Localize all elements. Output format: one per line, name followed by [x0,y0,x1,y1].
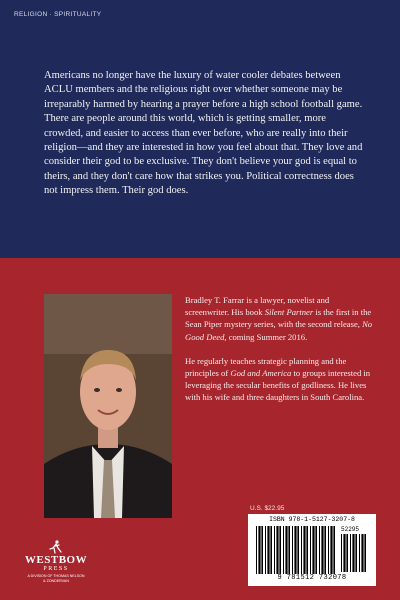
author-photo [44,294,172,518]
barcode-digits: 9 781512 732078 [277,574,347,582]
bio-text: , coming Summer 2016. [224,331,308,342]
barcode [248,514,376,586]
author-bio [185,294,375,416]
publisher-press: PRESS [43,566,69,572]
book-title: No Good Deed [185,319,373,342]
category-label: RELIGION · SPIRITUALITY [14,11,102,18]
barcode-bars [256,526,338,574]
publisher-name: WESTBOW [24,554,88,566]
book-title: God and America [230,368,292,379]
bio-text: to groups interested in leveraging the secular benefits of godliness. He lives with his wife and three daughters in South Carolina. [185,368,371,403]
publisher-division-line-2: & ZONDERVAN [43,579,69,583]
isbn-label: ISBN 978-1-5127-3207-8 [269,516,355,523]
bio-paragraph-2 [185,355,375,404]
book-title: Silent Partner [264,307,314,318]
author-portrait-illustration [44,294,172,518]
publisher-division-line-1: A DIVISION OF THOMAS NELSON [27,574,85,578]
blurb-text: Americans no longer have the luxury of water cooler debates between ACLU members and the religious right over whether someone may be irreparably harmed by hearing a prayer before a high school football game. There are people around this world, which is getting smaller, more crowded, and easier to access than ever before, who are really into their religion—and they are interested in how you feel about that. They love and consider their god to be exclusive. They don't believe your god is equal to theirs, and they don't care how that strikes you. Political correctness does not impress them. Their god does. [44,70,363,197]
barcode-addon-bars [341,534,369,572]
runner-icon [49,540,63,554]
bio-text: is the first in the Sean Piper mystery series, with the second release, [185,307,372,330]
bio-paragraph-1 [185,294,375,343]
barcode-addon-digits: 52295 [341,526,360,533]
bio-text: He regularly teaches strategic planning and the principles of [185,355,347,379]
bio-text: Bradley T. Farrar is a lawyer, novelist and screenwriter. His book [185,295,330,318]
price-label: U.S. $22.95 [250,505,285,512]
